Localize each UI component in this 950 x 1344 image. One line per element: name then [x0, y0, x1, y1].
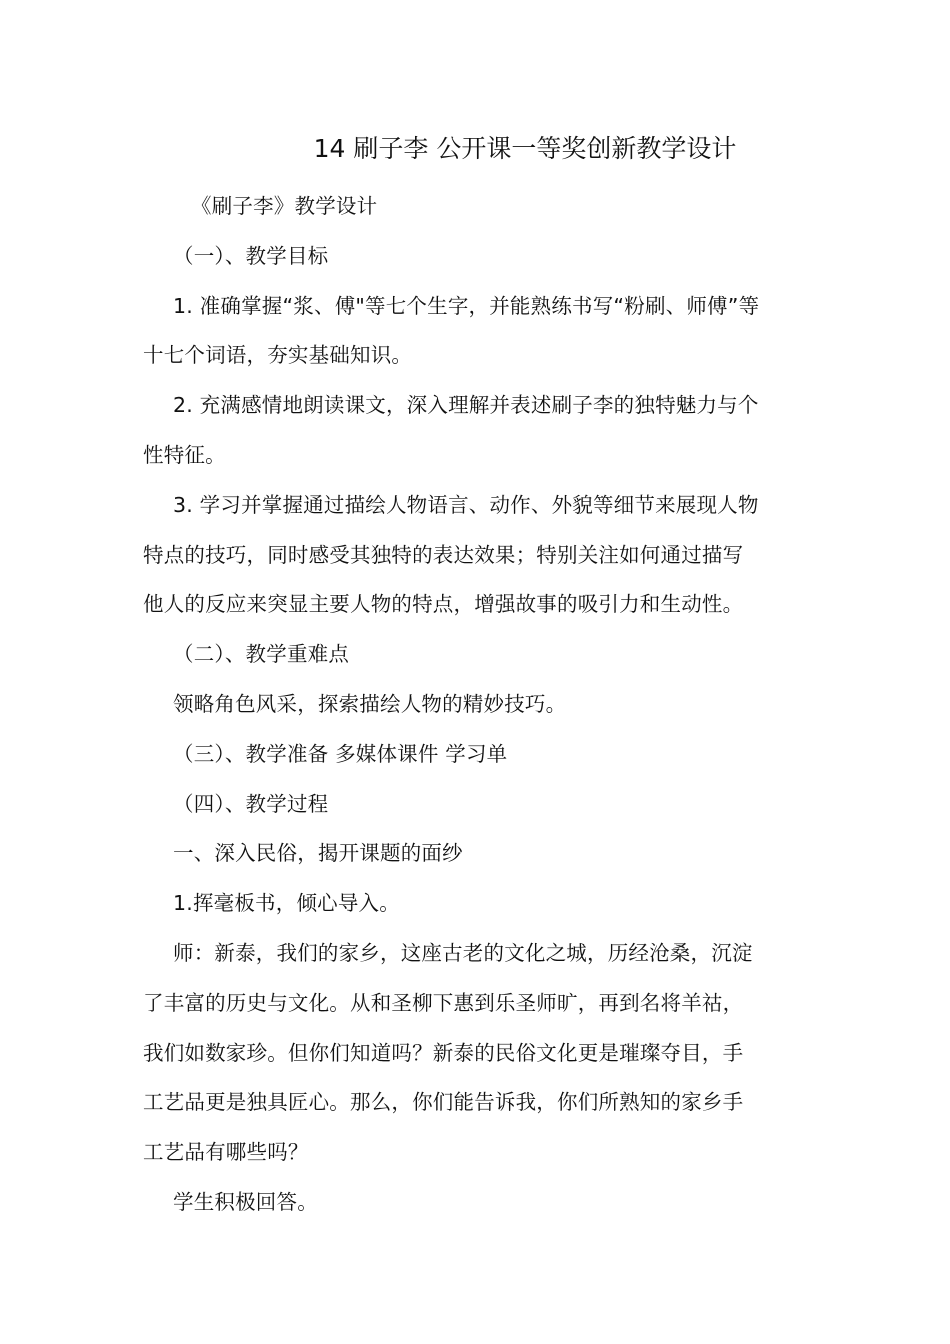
objective-3-line-3: 他人的反应来突显主要人物的特点，增强故事的吸引力和生动性。	[143, 592, 744, 617]
objective-1-line-2: 十七个词语，夯实基础知识。	[143, 343, 413, 368]
section-heading-objectives: （一）、教学目标	[173, 243, 329, 268]
section-heading-preparation: （三）、教学准备 多媒体课件 学习单	[173, 741, 508, 766]
key-points-text: 领略角色风采，探索描绘人物的精妙技巧。	[173, 691, 567, 716]
document-subtitle: 《刷子李》教学设计	[191, 194, 378, 218]
teacher-speech-line-5: 工艺品有哪些吗？	[143, 1140, 309, 1165]
document-body	[143, 182, 808, 1228]
process-step-heading: 一、深入民俗，揭开课题的面纱	[173, 841, 463, 866]
teacher-speech-line-1: 师：新泰，我们的家乡，这座古老的文化之城，历经沧桑，沉淀	[173, 940, 753, 965]
objective-2-line-2: 性特征。	[143, 442, 226, 467]
objective-2-line-1: 2. 充满感情地朗读课文，深入理解并表述刷子李的独特魅力与个	[173, 393, 759, 418]
teacher-speech-line-2: 了丰富的历史与文化。从和圣柳下惠到乐圣师旷，再到名将羊祜，	[143, 990, 744, 1015]
document-title: 14 刷子李 公开课一等奖创新教学设计	[313, 134, 737, 163]
teacher-speech-line-3: 我们如数家珍。但你们知道吗？新泰的民俗文化更是璀璨夺目，手	[143, 1040, 744, 1065]
objective-1-line-1: 1. 准确掌握“浆、傅"等七个生字，并能熟练书写“粉刷、师傅”等	[173, 293, 760, 318]
teacher-speech-line-4: 工艺品更是独具匠心。那么，你们能告诉我，你们所熟知的家乡手	[143, 1090, 744, 1115]
objective-3-line-1: 3. 学习并掌握通过描绘人物语言、动作、外貌等细节来展现人物	[173, 492, 759, 517]
objective-3-line-2: 特点的技巧，同时感受其独特的表达效果；特别关注如何通过描写	[143, 542, 744, 567]
student-response: 学生积极回答。	[173, 1189, 318, 1214]
process-substep-heading: 1.挥毫板书，倾心导入。	[173, 891, 400, 916]
section-heading-process: （四）、教学过程	[173, 791, 329, 816]
section-heading-key-points: （二）、教学重难点	[173, 642, 350, 667]
